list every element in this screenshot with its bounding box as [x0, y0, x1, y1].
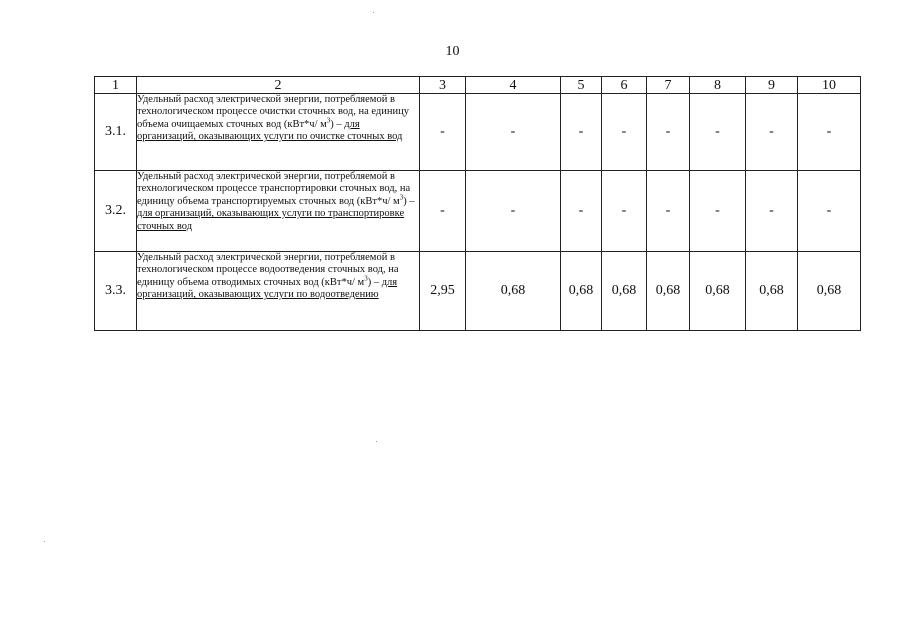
description-underlined: для организаций, оказывающих услуги по водоотведению — [137, 276, 398, 301]
unit-superscript: 3 — [364, 274, 368, 283]
description-underlined: для организаций, оказывающих услуги по очистке сточных вод — [137, 118, 403, 143]
value-cell: - — [746, 94, 798, 171]
value-cell: - — [798, 94, 861, 171]
scan-speck — [376, 441, 377, 442]
value-cell: 0,68 — [746, 252, 798, 331]
column-header-1: 1 — [95, 77, 137, 94]
value-cell: - — [798, 171, 861, 252]
value-cell: - — [466, 94, 561, 171]
description-close: ) – — [403, 195, 415, 207]
column-header-7: 7 — [647, 77, 690, 94]
column-header-6: 6 — [602, 77, 647, 94]
column-header-2: 2 — [137, 77, 420, 94]
description-close: ) – — [367, 276, 382, 288]
value-cell: - — [690, 94, 746, 171]
column-header-9: 9 — [746, 77, 798, 94]
row-description — [137, 252, 420, 331]
value-cell: 0,68 — [466, 252, 561, 331]
column-header-5: 5 — [561, 77, 602, 94]
scan-speck — [373, 12, 374, 13]
value-cell: 0,68 — [602, 252, 647, 331]
row-description — [137, 171, 420, 252]
column-header-8: 8 — [690, 77, 746, 94]
description-close: ) – — [330, 118, 345, 130]
row-description — [137, 94, 420, 171]
table-row — [95, 171, 861, 252]
column-header-3: 3 — [420, 77, 466, 94]
value-cell: - — [561, 171, 602, 252]
value-cell: - — [602, 94, 647, 171]
value-cell: - — [746, 171, 798, 252]
page-number: 10 — [445, 44, 460, 59]
column-header-10: 10 — [798, 77, 861, 94]
value-cell: 2,95 — [420, 252, 466, 331]
value-cell: - — [690, 171, 746, 252]
value-cell: - — [647, 171, 690, 252]
row-number: 3.3. — [95, 252, 137, 331]
description-text: Удельный расход электрической энергии, потребляемой в технологическом процессе очистки сточных вод, на единицу объема очищаемых сточных вод (кВт*ч/ м — [137, 94, 409, 130]
indicator-table — [94, 76, 861, 331]
value-cell: 0,68 — [798, 252, 861, 331]
header-row — [95, 77, 861, 94]
value-cell: - — [647, 94, 690, 171]
value-cell: - — [602, 171, 647, 252]
row-number: 3.2. — [95, 171, 137, 252]
description-text: Удельный расход электрической энергии, потребляемой в технологическом процессе транспортировки сточных вод, на единицу объема транспортируемых сточных вод (кВт*ч/ м — [137, 171, 411, 207]
table-row — [95, 94, 861, 171]
value-cell: - — [420, 171, 466, 252]
value-cell: 0,68 — [690, 252, 746, 331]
row-number: 3.1. — [95, 94, 137, 171]
value-cell: 0,68 — [561, 252, 602, 331]
scan-speck — [44, 541, 45, 542]
value-cell: - — [466, 171, 561, 252]
unit-superscript: 3 — [399, 193, 404, 202]
value-cell: 0,68 — [647, 252, 690, 331]
description-underlined: для организаций, оказывающих услуги по транспортировке сточных вод — [137, 208, 405, 232]
value-cell: - — [561, 94, 602, 171]
column-header-4: 4 — [466, 77, 561, 94]
description-text: Удельный расход электрической энергии, потребляемой в технологическом процессе водоотведения сточных вод, на единицу объема отводимых сточных вод (кВт*ч/ м — [137, 252, 399, 288]
unit-superscript: 3 — [326, 116, 331, 125]
value-cell: - — [420, 94, 466, 171]
table-row — [95, 252, 861, 331]
